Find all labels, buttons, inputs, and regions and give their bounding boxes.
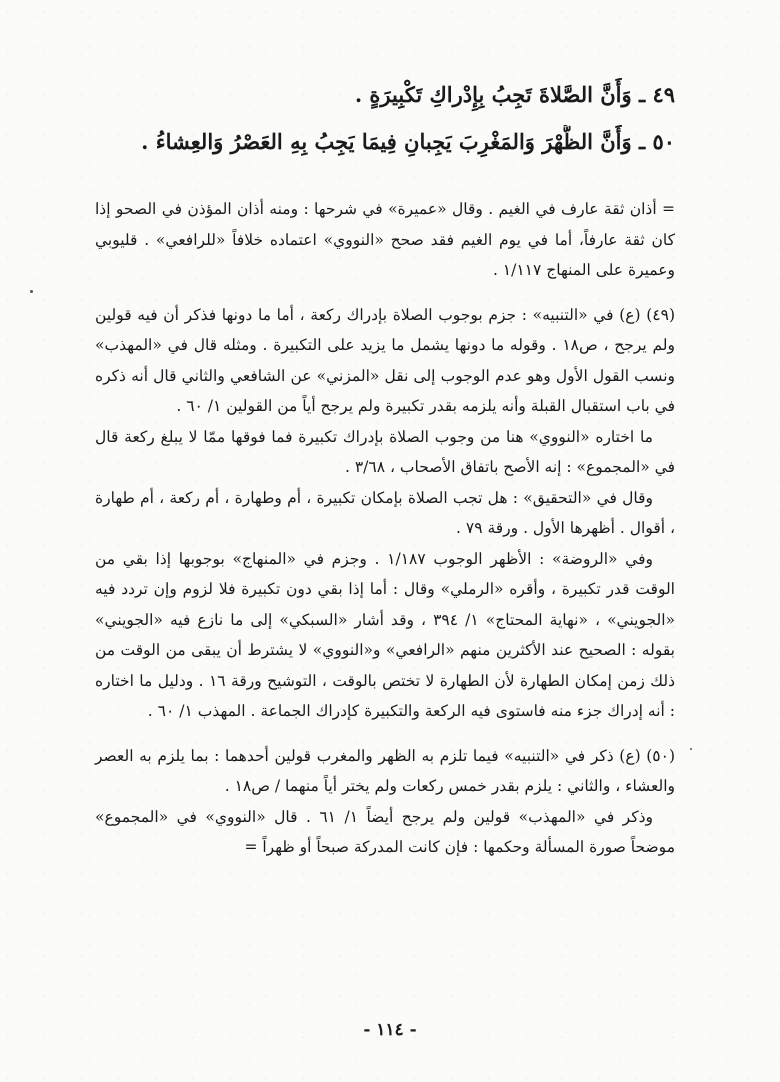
commentary-50: (٥٠) (ع) ذكر في «التنبيه» فيما تلزم به الظهر والمغرب قولين أحدهما : بما يلزم به العصر والعشاء ، والثاني : يلزم بقدر خمس ركعات ولم يختر أياً منهما / ص١٨ .: [95, 746, 675, 795]
rule-heading-49: ٤٩ ـ وَأَنَّ الصَّلاةَ تَجِبُ بِإِدْراكِ تَكْبِيرَةٍ .: [354, 82, 675, 107]
scan-speck: [30, 290, 33, 293]
page-content: [95, 78, 675, 863]
footnote-continuation: = أذان ثقة عارف في الغيم . وقال «عميرة» في شرحها : ومنه أذان المؤذن في الصحو إذا كان ثقة عارفاً، أما في يوم الغيم فقد صحح «النووي» اعتماده خلافاً «للرافعي» . قليوبي وعميرة على المنهاج ١/١١٧ .: [95, 200, 675, 279]
scan-speck: [690, 748, 692, 750]
commentary-49-nawawi: ما اختاره «النووي» هنا من وجوب الصلاة بإدراك تكبيرة فما فوقها ممّا لا يبلغ ركعة قال في «المجموع» : إنه الأصح باتفاق الأصحاب ، ٣/٦٨ .: [95, 427, 675, 476]
commentary-49: (٤٩) (ع) في «التنبيه» : جزم بوجوب الصلاة بإدراك ركعة ، أما ما دونها فذكر أن فيه قولين ولم يرجح ، ص١٨ . وقوله ما دونها يشمل ما يزيد على التكبيرة . ومثله قال في «المهذب» ونسب القول الأول وهو عدم الوجوب إلى نقل «المزني» عن الشافعي والثاني قال أنه ذكره في باب استقبال القبلة وأنه يلزمه بقدر تكبيرة ولم يرجح أياً من القولين ١/ ٦٠ .: [95, 305, 675, 415]
rule-heading-50: ٥٠ ـ وَأَنَّ الظُّهْرَ وَالمَغْرِبَ يَجِبانِ فِيمَا يَجِبُ بِهِ العَصْرُ وَالعِشاءُ .: [141, 129, 675, 154]
commentary-49-rawda: وفي «الروضة» : الأظهر الوجوب ١/١٨٧ . وجزم في «المنهاج» بوجوبها إذا بقي من الوقت قدر تكبيرة ، وأقره «الرملي» وقال : أما إذا بقي دون تكبيرة فلا لزوم وإن تردد فيه «الجويني» ، «نهاية المحتاج» ١/ ٣٩٤ ، وقد أشار «السبكي» إلى ما نازع فيه «الجويني» بقوله : الصحيح عند الأكثرين منهم «الرافعي» و«النووي» لا يشترط أن يبقى من الوقت من ذلك زمن إمكان الطهارة لأن الطهارة لا تختص بالوقت ، التوشيح ورقة ١٦ . ودليل ما اختاره : أنه إدراك جزء منه فاستوى فيه الركعة والتكبيرة كإدراك الجماعة . المهذب ١/ ٦٠ .: [95, 549, 675, 720]
commentary-50-muhadhab: وذكر في «المهذب» قولين ولم يرجح أيضاً ١/ ٦١ . قال «النووي» في «المجموع» موضحاً صورة المسألة وحكمها : فإن كانت المدركة صبحاً أو ظهراً =: [95, 807, 675, 856]
commentary-49-tahqiq: وقال في «التحقيق» : هل تجب الصلاة بإمكان تكبيرة ، أم وطهارة ، أم ركعة ، أم طهارة ، أقوال . أظهرها الأول . ورقة ٧٩ .: [95, 488, 675, 537]
page-number: - ١١٤ -: [363, 1020, 417, 1040]
section-divider: [95, 183, 675, 184]
